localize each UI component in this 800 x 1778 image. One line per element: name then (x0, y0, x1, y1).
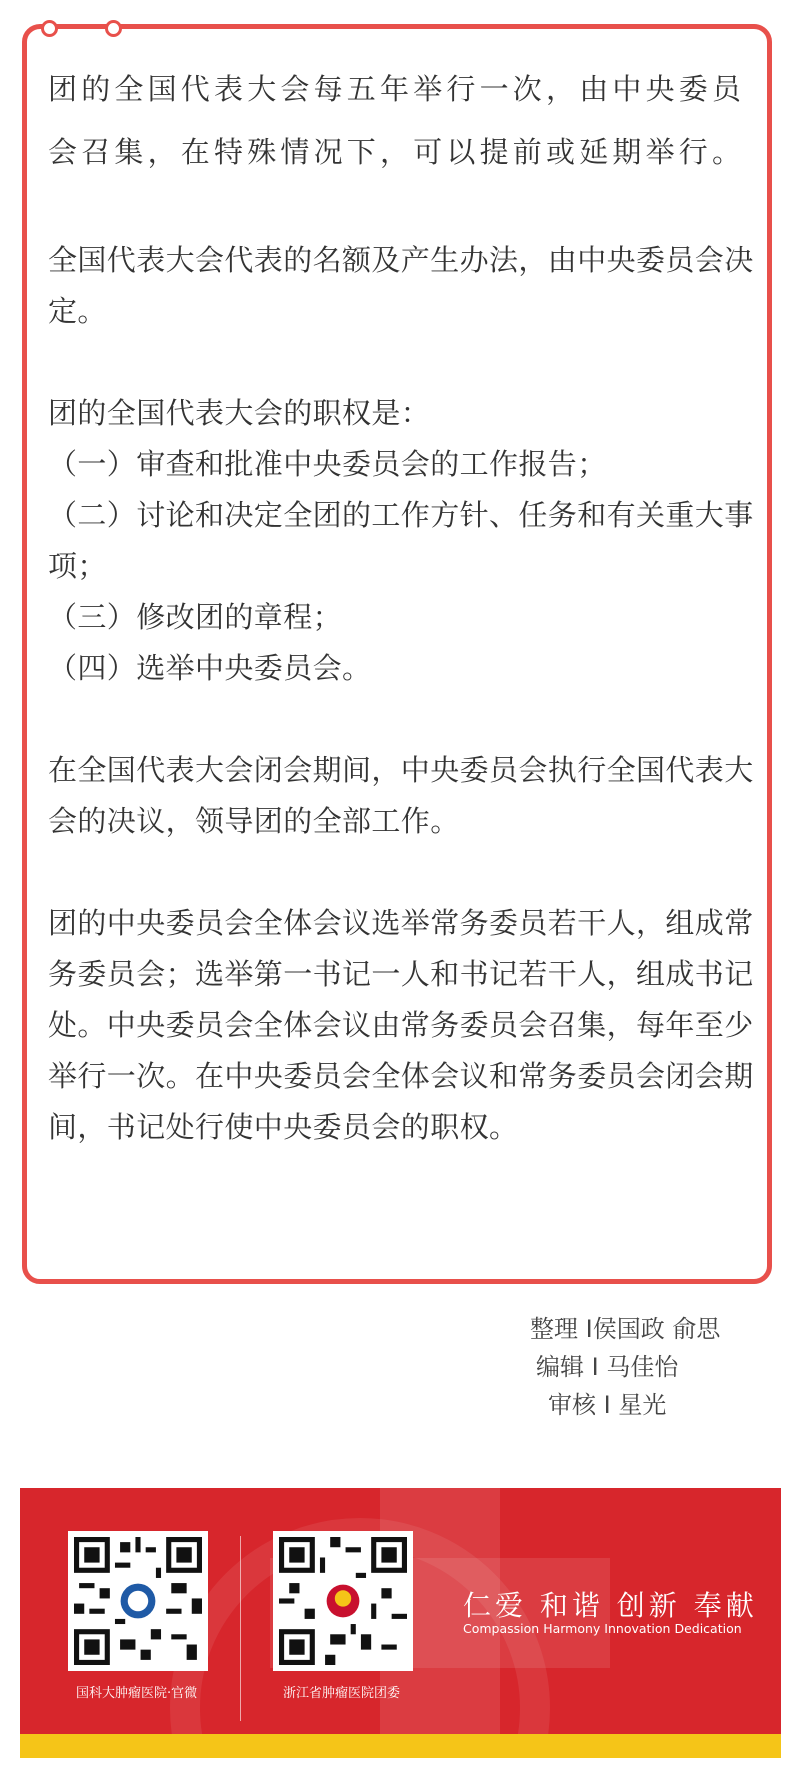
paragraph-2: 全国代表大会代表的名额及产生办法，由中央委员会决定。 (48, 243, 754, 328)
qr-code-hospital[interactable] (68, 1531, 208, 1671)
banner-stripe (20, 1734, 781, 1758)
credits (530, 1310, 770, 1424)
binder-ring-icon (105, 20, 122, 37)
credit-editor: 编辑 I 马佳怡 (536, 1353, 679, 1381)
binder-ring-icon (41, 20, 58, 37)
qr-code-icon (74, 1537, 202, 1665)
article-body (48, 58, 756, 1153)
paragraph-1: 团的全国代表大会每五年举行一次，由中央委员会召集，在特殊情况下，可以提前或延期举行。 (48, 72, 746, 169)
slogan-cn: 仁爱 和谐 创新 奉献 (463, 1589, 758, 1622)
footer-banner (20, 1488, 781, 1758)
qr-code-icon (279, 1537, 407, 1665)
list-item: （一）审查和批准中央委员会的工作报告； (48, 447, 607, 481)
list-item: （四）选举中央委员会。 (48, 651, 372, 685)
credit-reviewer: 审核 I 星光 (548, 1391, 667, 1419)
qr-code-league[interactable] (273, 1531, 413, 1671)
list-item: （二）讨论和决定全团的工作方针、任务和有关重大事项； (48, 498, 754, 583)
qr-label-league: 浙江省肿瘤医院团委 (283, 1686, 401, 1701)
qr-label-hospital: 国科大肿瘤医院·官微 (76, 1686, 198, 1701)
divider (240, 1536, 241, 1721)
paragraph-3-intro: 团的全国代表大会的职权是： (48, 396, 431, 430)
paragraph-5: 团的中央委员会全体会议选举常务委员若干人，组成常务委员会；选举第一书记一人和书记若干人，组成书记处。中央委员会全体会议由常务委员会召集，每年至少举行一次。在中央委员会全体会议和常务委员会闭会期间，书记处行使中央委员会的职权。 (48, 906, 754, 1144)
paragraph-4: 在全国代表大会闭会期间，中央委员会执行全国代表大会的决议，领导团的全部工作。 (48, 753, 754, 838)
credit-compile: 整理 I侯国政 俞思 (530, 1315, 721, 1343)
slogan-en: Compassion Harmony Innovation Dedication (463, 1621, 742, 1636)
list-item: （三）修改团的章程； (48, 600, 343, 634)
